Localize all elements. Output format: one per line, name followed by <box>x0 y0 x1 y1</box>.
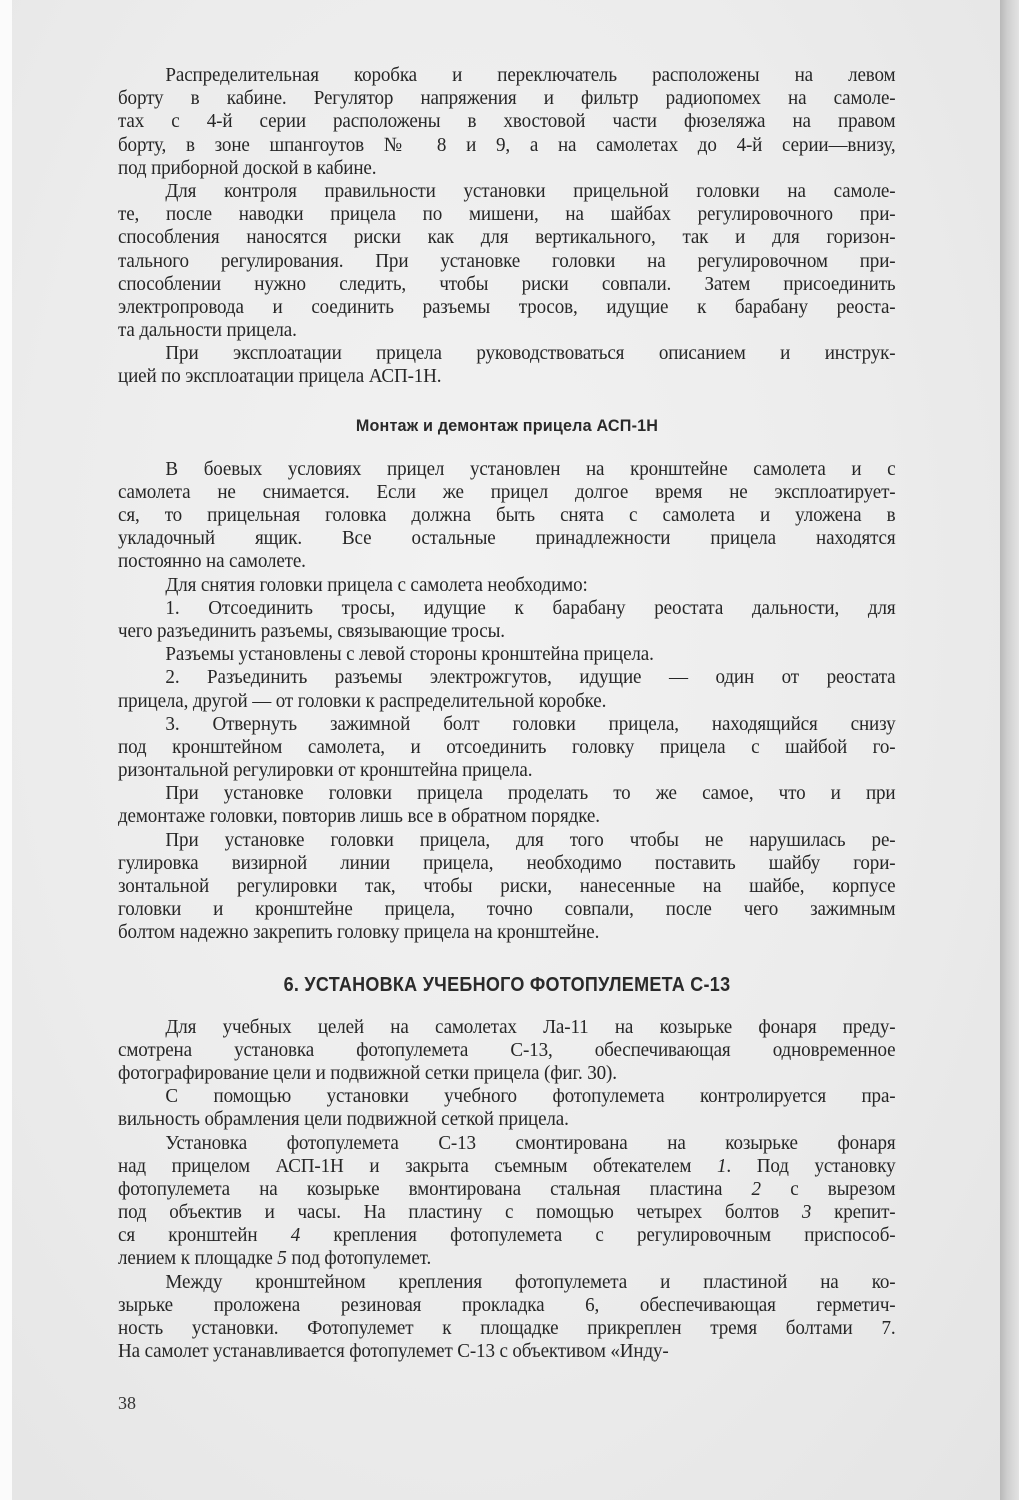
text-line: борту в кабине. Регулятор напряжения и фильтр радиопомех на самоле- <box>118 87 896 110</box>
figure-ref-number: 4 <box>290 1224 301 1247</box>
text-line: тах с 4-й серии расположены в хвостовой части фюзеляжа на правом <box>118 110 896 133</box>
text-line: 3. Отвернуть зажимной болт головки прицела, находящийся снизу <box>165 712 896 735</box>
paragraph <box>118 597 896 643</box>
text-line: С помощью установки учебного фотопулемета контролируется пра- <box>165 1085 896 1108</box>
text-line: болтом надежно закрепить головку прицела на кронштейне. <box>118 921 600 944</box>
text-line: над прицелом АСП-1Н и закрыта съемным обтекателем 1. Под установку <box>118 1154 896 1177</box>
text-line: ся, то прицельная головка должна быть снята с самолета и уложена в <box>118 504 896 526</box>
text-line: зырьке проложена резиновая прокладка 6, обеспечивающая герметич- <box>118 1293 896 1316</box>
text-line: фотопулемета на козырьке вмонтирована стальная пластина 2 с вырезом <box>118 1177 896 1200</box>
text-line: ся кронштейн 4 крепления фотопулемета с регулировочным приспособ- <box>118 1224 896 1247</box>
paragraph <box>118 342 896 388</box>
text-line: головки и кронштейне прицела, точно совпали, после чего зажимным <box>118 898 896 921</box>
paragraph <box>118 643 896 666</box>
text-line: При установке головки прицела, для того чтобы не нарушилась ре- <box>165 828 896 851</box>
text-line: 1. Отсоединить тросы, идущие к барабану реостата дальности, для <box>165 596 896 619</box>
figure-ref-number: 2 <box>751 1177 761 1200</box>
text-line: фотографирование цели и подвижной сетки прицела (фиг. 30). <box>118 1061 617 1084</box>
text-line: способления наносятся риски как для вертикального, так и для горизон- <box>118 226 896 249</box>
text-line: прицела, другой — от головки к распределительной коробке. <box>118 689 607 712</box>
paragraph <box>118 180 896 342</box>
page-number: 38 <box>118 1393 136 1413</box>
text-line: способлении нужно следить, чтобы риски совпали. Затем присоединить <box>118 272 896 295</box>
text-line: под приборной доской в кабине. <box>118 156 377 179</box>
section-heading: 6. УСТАНОВКА УЧЕБНОГО ФОТОПУЛЕМЕТА С-13 <box>283 973 731 996</box>
text-line: При эксплоатации прицела руководствоваться описанием и инструк- <box>165 342 896 365</box>
paragraph <box>118 574 896 597</box>
text-line: ность установки. Фотопулемет к площадке прикреплен тремя болтами 7. <box>118 1317 896 1339</box>
paragraph <box>118 458 896 574</box>
subsection-heading: Монтаж и демонтаж прицела АСП-1Н <box>355 415 659 435</box>
text-line: укладочный ящик. Все остальные принадлежности прицела находятся <box>118 527 896 550</box>
figure-ref-number: 1 <box>717 1154 727 1177</box>
text-line: под кронштейном самолета, и отсоединить головку прицела с шайбой го- <box>118 735 896 758</box>
paragraph <box>118 1016 896 1086</box>
text-line: При установке головки прицела проделать то же самое, что и при <box>165 782 896 805</box>
paragraph <box>118 713 896 783</box>
paragraph <box>118 782 896 828</box>
text-line: ризонтальной регулировки от кронштейна прицела. <box>118 759 533 782</box>
text-line: Разъемы установлены с левой стороны кронштейна прицела. <box>165 643 654 666</box>
text-line: самолета не снимается. Если же прицел долгое время не эксплоатирует- <box>118 480 896 503</box>
scan-left-margin <box>0 0 12 1500</box>
paragraph <box>118 1132 896 1271</box>
page-body <box>118 64 896 1363</box>
text-line: та дальности прицела. <box>118 319 297 342</box>
paragraph <box>118 666 896 712</box>
figure-ref-number: 3 <box>801 1201 812 1224</box>
text-line: борту, в зоне шпангоутов № 8 и 9, а на самолетах до 4-й серии—внизу, <box>118 133 896 156</box>
text-line: Для учебных целей на самолетах Ла-11 на козырьке фонаря преду- <box>165 1015 896 1038</box>
text-line: смотрена установка фотопулемета С-13, обеспечивающая одновременное <box>118 1038 896 1061</box>
text-line: Для контроля правильности установки прицельной головки на самоле- <box>165 179 896 202</box>
text-line: В боевых условиях прицел установлен на кронштейне самолета и с <box>165 457 896 480</box>
text-line: зонтальной регулировки так, чтобы риски, нанесенные на шайбе, корпусе <box>118 875 896 897</box>
paragraph <box>118 1085 896 1131</box>
figure-ref-number: 5 <box>277 1247 287 1270</box>
text-line: Распределительная коробка и переключатель расположены на левом <box>165 64 896 86</box>
text-line: постоянно на самолете. <box>118 550 306 573</box>
text-line: Установка фотопулемета С-13 смонтирована на козырьке фонаря <box>165 1131 896 1154</box>
text-line: Для снятия головки прицела с самолета необходимо: <box>165 573 588 596</box>
text-line: лением к площадке 5 под фотопулемет. <box>118 1247 432 1270</box>
paragraph <box>118 829 896 945</box>
paragraph <box>118 1271 896 1364</box>
text-line: демонтаже головки, повторив лишь все в обратном порядке. <box>118 805 600 828</box>
text-line: гулировка визирной линии прицела, необходимо поставить шайбу гори- <box>118 851 896 874</box>
text-line: чего разъединить разъемы, связывающие тросы. <box>118 619 505 642</box>
paragraph <box>118 64 896 180</box>
text-line: электропровода и соединить разъемы тросов, идущие к барабану реоста- <box>118 295 896 318</box>
text-line: вильность обрамления цели подвижной сеткой прицела. <box>118 1108 569 1131</box>
text-line: тального регулирования. При установке головки на регулировочном при- <box>118 249 896 272</box>
text-line: Между кронштейном крепления фотопулемета и пластиной на ко- <box>165 1270 896 1293</box>
page-edge-shadow <box>1000 0 1019 1500</box>
text-line: 2. Разъединить разъемы электрожгутов, идущие — один от реостата <box>165 666 896 689</box>
text-line: цией по эксплоатации прицела АСП-1Н. <box>118 365 442 388</box>
text-line: под объектив и часы. На пластину с помощью четырех болтов 3 крепит- <box>118 1201 896 1224</box>
text-line: те, после наводки прицела по мишени, на шайбах регулировочного при- <box>118 203 896 226</box>
text-line: На самолет устанавливается фотопулемет С-13 с объективом «Инду- <box>118 1340 669 1363</box>
